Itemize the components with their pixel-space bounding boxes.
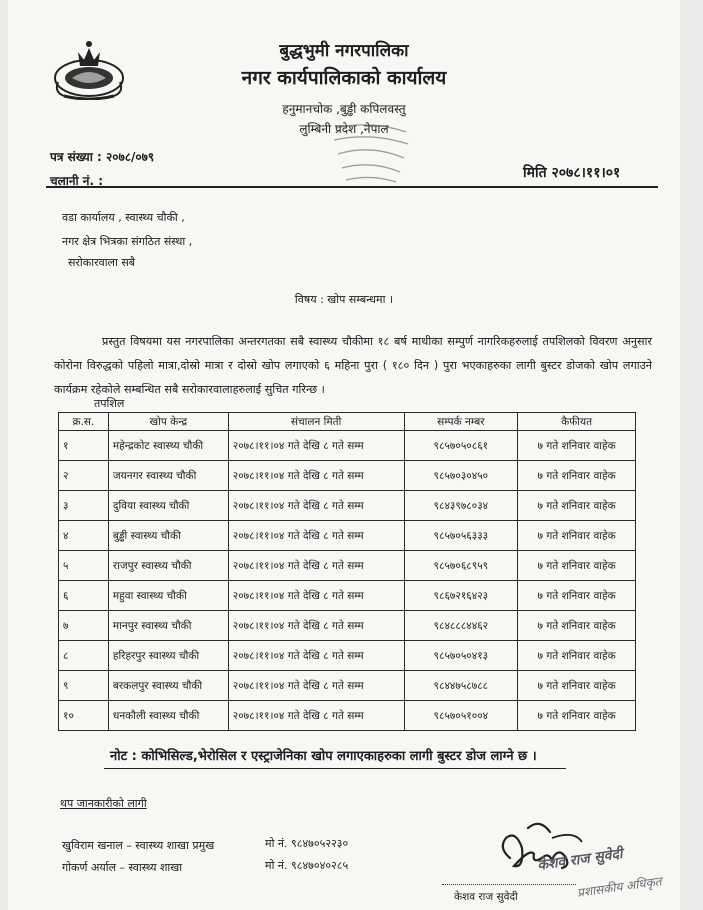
cell-sn: १० xyxy=(59,701,109,731)
dispatch-label: चलानी नं. xyxy=(50,174,95,188)
letter-date xyxy=(523,163,620,182)
cell-center: दुविया स्वास्थ्य चौकी xyxy=(108,491,228,521)
cell-sn: ८ xyxy=(59,641,109,671)
vaccination-schedule-table xyxy=(58,412,636,731)
cell-sn: ९ xyxy=(59,671,109,701)
signature-line xyxy=(442,884,576,885)
cell-date: २०७८।११।०४ गते देखि ८ गते सम्म xyxy=(228,461,404,491)
cell-remark: ७ गते शनिवार वाहेक xyxy=(518,431,636,461)
table-row xyxy=(59,581,636,611)
cell-phone: ९८५७०६८९५९ xyxy=(404,551,518,581)
date-label: मिति xyxy=(523,165,547,181)
table-row xyxy=(59,461,636,491)
cell-remark: ७ गते शनिवार वाहेक xyxy=(518,701,636,731)
cell-remark: ७ गते शनिवार वाहेक xyxy=(518,641,636,671)
cell-center: महुवा स्वास्थ्य चौकी xyxy=(108,581,228,611)
cell-phone: ९८५७०३०४५० xyxy=(404,461,518,491)
contact-name: गोकर्ण अर्याल – स्वास्थ्य शाखा xyxy=(62,861,183,874)
cell-phone: ९८४४७५८७८८ xyxy=(404,671,518,701)
cell-date: २०७८।११।०४ गते देखि ८ गते सम्म xyxy=(228,671,404,701)
table-row xyxy=(59,671,636,701)
column-header-date: संचालन मिती xyxy=(228,413,404,431)
cell-center: बरकलपुर स्वास्थ्य चौकी xyxy=(108,671,228,701)
address-line-2: लुम्बिनी प्रदेश ,नेपाल xyxy=(299,122,389,136)
signatory-name: केशव राज सुवेदी xyxy=(454,891,518,903)
table-row xyxy=(59,701,636,731)
cell-remark: ७ गते शनिवार वाहेक xyxy=(518,491,636,521)
cell-sn: १ xyxy=(59,431,109,461)
cell-sn: २ xyxy=(59,461,109,491)
table-header-row xyxy=(59,413,636,431)
more-info-heading: थप जानकारीको लागी xyxy=(60,797,147,810)
table-row xyxy=(59,491,636,521)
cell-sn: ५ xyxy=(59,551,109,581)
cell-phone: ९८५७०५०४१३ xyxy=(404,641,518,671)
org-name: बुद्धभुमी नगरपालिका xyxy=(279,41,409,61)
table-row xyxy=(59,551,636,581)
column-header-center: खोप केन्द्र xyxy=(108,413,228,431)
column-header-phone: सम्पर्क नम्बर xyxy=(404,413,518,431)
cell-center: हरिहरपुर स्वास्थ्य चौकी xyxy=(108,641,228,671)
cell-phone: ९८५७०५६३३३ xyxy=(404,521,518,551)
office-stamp-icon xyxy=(328,118,414,184)
reference-value: : २०७८/०७९ xyxy=(97,150,155,164)
table-row xyxy=(59,611,636,641)
cell-center: धनकौली स्वास्थ्य चौकी xyxy=(108,701,228,731)
cell-remark: ७ गते शनिवार वाहेक xyxy=(518,461,636,491)
recipient-line: सरोकारवाला सबै xyxy=(68,256,136,269)
dispatch-value: : xyxy=(98,174,104,188)
cell-date: २०७८।११।०४ गते देखि ८ गते सम्म xyxy=(228,701,404,731)
cell-phone: ९८४३९७८०३४ xyxy=(404,491,518,521)
signatory-stamp-title: प्रशासकीय अधिकृत xyxy=(576,874,663,900)
cell-remark: ७ गते शनिवार वाहेक xyxy=(518,611,636,641)
cell-date: २०७८।११।०४ गते देखि ८ गते सम्म xyxy=(228,641,404,671)
reference-label: पत्र संख्या xyxy=(50,150,93,164)
cell-remark: ७ गते शनिवार वाहेक xyxy=(518,671,636,701)
signatory-stamp-name: केशव राज सुवेदी xyxy=(536,846,624,874)
cell-date: २०७८।११।०४ गते देखि ८ गते सम्म xyxy=(228,431,404,461)
letter-page xyxy=(8,0,680,910)
column-header-sn: क्र.स. xyxy=(59,413,109,431)
contact-phone: मो नं. ९८४७०४०२८५ xyxy=(265,859,349,872)
recipient-line: नगर क्षेत्र भित्रका संगठित संस्था , xyxy=(62,235,193,248)
cell-phone: ९८५७०५१००४ xyxy=(404,701,518,731)
table-row xyxy=(59,641,636,671)
cell-phone: ९८६७२१६४२३ xyxy=(404,581,518,611)
cell-date: २०७८।११।०४ गते देखि ८ गते सम्म xyxy=(228,581,404,611)
cell-date: २०७८।११।०४ गते देखि ८ गते सम्म xyxy=(228,521,404,551)
subject-line: विषय : खोप सम्बन्धमा । xyxy=(294,293,394,306)
cell-phone: ९८५७०५०८६१ xyxy=(404,431,518,461)
body-paragraph: प्रस्तुत विषयमा यस नगरपालिका अन्तरगतका सबै स्वास्थ्य चौकीमा १८ बर्ष माथीका सम्पुर्ण नागरिकहरुलाई तपशिलको विवरण अनुसार कोरोना विरुद्धको पहिलो मात्रा,दोस्रो मात्रा र दोस्रो खोप लगाएको ६ महिना पुरा ( १८० दिन ) पुरा भएकाहरुका लागी बुस्टर डोजको खोप लगाउने कार्यक्रम रहेकोले सम्बन्धित सबै सरोकारवालाहरुलाई सुचित गरिन्छ । xyxy=(54,335,652,396)
cell-date: २०७८।११।०४ गते देखि ८ गते सम्म xyxy=(228,491,404,521)
reference-number xyxy=(50,148,154,165)
cell-sn: ७ xyxy=(59,611,109,641)
date-value: २०७८।११।०१ xyxy=(551,165,621,181)
schedule-heading: तपशिल xyxy=(94,397,125,410)
cell-date: २०७८।११।०४ गते देखि ८ गते सम्म xyxy=(228,611,404,641)
recipient-line: वडा कार्यालय , स्वास्थ्य चौकी , xyxy=(62,211,185,224)
office-name: नगर कार्यपालिकाको कार्यालय xyxy=(241,67,447,89)
header-divider xyxy=(46,186,658,188)
cell-phone: ९८४८८८४४६२ xyxy=(404,611,518,641)
cell-remark: ७ गते शनिवार वाहेक xyxy=(518,581,636,611)
cell-center: राजपुर स्वास्थ्य चौकी xyxy=(108,551,228,581)
booster-note: नोट : कोभिसिल्ड,भेरोसिल र एस्ट्राजेनिका खोप लगाएकाहरुका लागी बुस्टर डोज लाग्ने छ । xyxy=(110,749,537,764)
cell-date: २०७८।११।०४ गते देखि ८ गते सम्म xyxy=(228,551,404,581)
cell-sn: ४ xyxy=(59,521,109,551)
cell-remark: ७ गते शनिवार वाहेक xyxy=(518,551,636,581)
cell-remark: ७ गते शनिवार वाहेक xyxy=(518,521,636,551)
cell-sn: ६ xyxy=(59,581,109,611)
address-line-1: हनुमानचोक ,बुड्ढी कपिलवस्तु xyxy=(282,102,406,116)
contact-phone: मो नं. ९८४७०५२२३० xyxy=(265,837,349,850)
cell-center: महेन्द्रकोट स्वास्थ्य चौकी xyxy=(108,431,228,461)
table-row xyxy=(59,521,636,551)
cell-sn: ३ xyxy=(59,491,109,521)
note-underline xyxy=(104,768,566,769)
contact-name: खुविराम खनाल – स्वास्थ्य शाखा प्रमुख xyxy=(62,839,215,852)
cell-center: बुड्ढी स्वास्थ्य चौकी xyxy=(108,521,228,551)
table-row xyxy=(59,431,636,461)
cell-center: मानपुर स्वास्थ्य चौकी xyxy=(108,611,228,641)
cell-center: जयनगर स्वास्थ्य चौकी xyxy=(108,461,228,491)
column-header-remark: कैफीयत xyxy=(518,413,636,431)
